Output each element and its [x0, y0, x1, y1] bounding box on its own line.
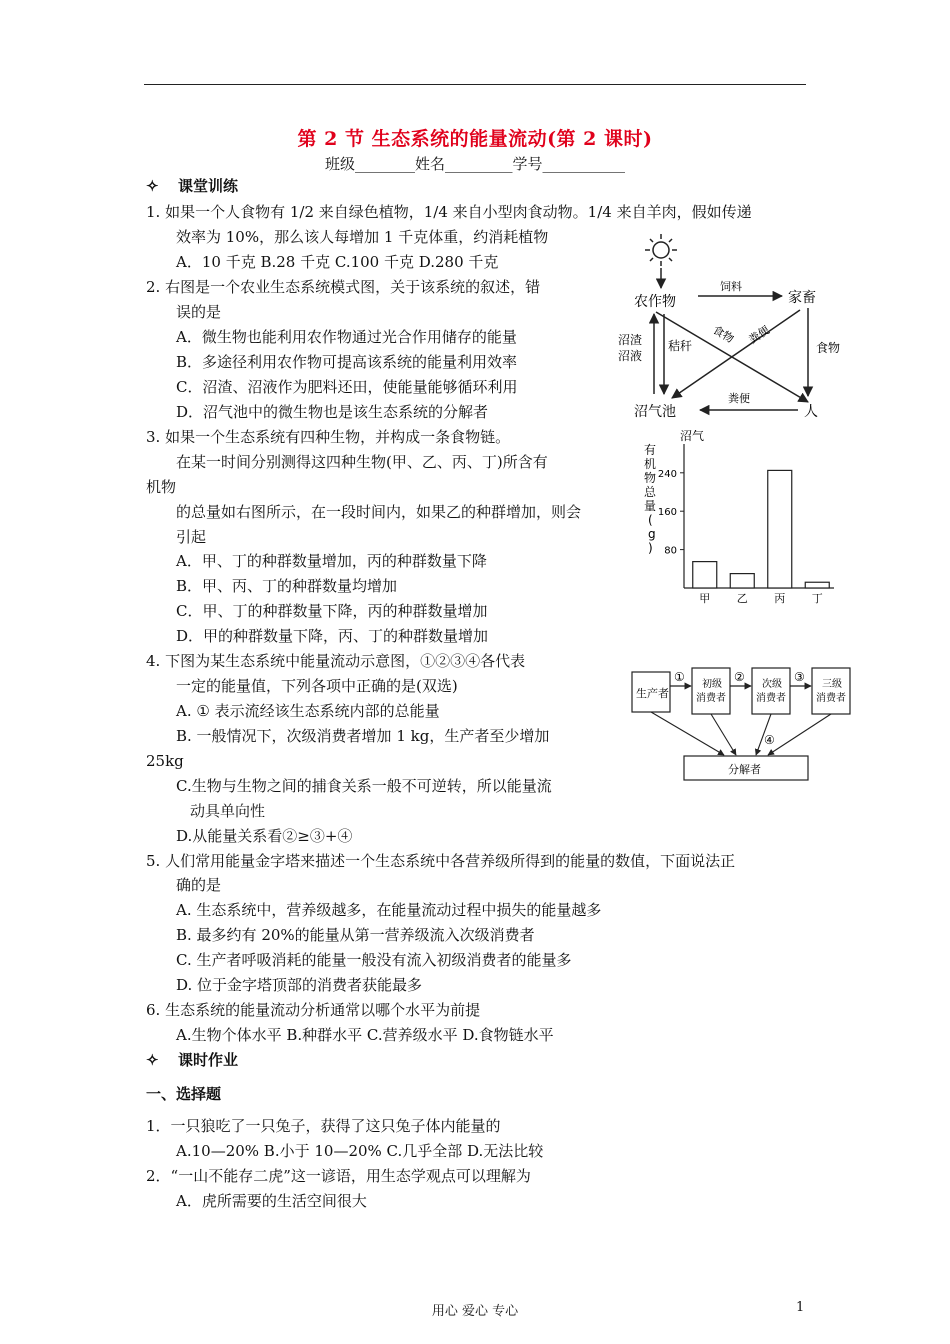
food-label: 食物 [816, 341, 841, 355]
secondary-consumer-label: 次级消费者 [756, 679, 786, 704]
class-info-line: 班级________姓名_________学号___________ [324, 155, 625, 173]
page-title: 第 2 节 生态系统的能量流动(第 2 课时) [297, 128, 653, 150]
q3-option-b: B．甲、丙、丁的种群数量均增加 [176, 577, 398, 595]
q1-options: A．10 千克 B.28 千克 C.100 千克 D.280 千克 [176, 253, 499, 271]
flow-2-label: ② [734, 670, 745, 684]
footer-text: 用心 爱心 专心 [431, 1304, 519, 1319]
x-tick-label: 乙 [736, 592, 748, 605]
q2-option-c: C．沼渣、沼液作为肥料还田，使能量能够循环利用 [176, 378, 518, 396]
q6-line1: 6. 生态系统的能量流动分析通常以哪个水平为前提 [146, 1001, 481, 1019]
q4-option-d: D.从能量关系看②≥③+④ [176, 827, 353, 845]
part-title-choice: 一、选择题 [146, 1085, 222, 1103]
tertiary-consumer-label: 三级消费者 [816, 679, 846, 704]
x-tick-label: 甲 [699, 592, 711, 605]
bar-乙 [730, 574, 754, 588]
page-number: 1 [796, 1300, 805, 1315]
q4-option-b-line1: B. 一般情况下，次级消费者增加 1 kg，生产者至少增加 [176, 727, 550, 745]
q4-line1: 4. 下图为某生态系统中能量流动示意图，①②③④各代表 [146, 652, 526, 670]
q5-line1: 5. 人们常用能量金字塔来描述一个生态系统中各营养级所得到的能量的数值，下面说法正 [146, 852, 736, 870]
q3-line1: 3. 如果一个生态系统有四种生物，并构成一条食物链。 [146, 428, 511, 446]
q4-line2: 一定的能量值，下列各项中正确的是(双选) [176, 677, 458, 695]
producer-label: 生产者 [636, 687, 669, 700]
q4-option-c-line2: 动具单向性 [190, 802, 266, 820]
q3-line3: 机物 [146, 478, 177, 496]
residue-label: 沼渣 [618, 333, 643, 347]
q3-line2: 在某一时间分别测得这四种生物(甲、乙、丙、丁)所含有 [176, 453, 548, 471]
agri-ecosystem-diagram [612, 232, 860, 434]
q3-option-c: C．甲、丁的种群数量下降，丙的种群数量增加 [176, 602, 488, 620]
section-marker-icon: ✧ [146, 177, 159, 195]
q4-option-a: A. ① 表示流经该生态系统内部的总能量 [176, 702, 440, 720]
biomass-bar-chart [634, 430, 844, 608]
livestock-label: 家畜 [788, 290, 816, 306]
energy-flow-diagram [628, 660, 860, 786]
q5-option-c: C. 生产者呼吸消耗的能量一般没有流入初级消费者的能量多 [176, 951, 572, 969]
hw2-option-a: A．虎所需要的生活空间很大 [176, 1192, 367, 1210]
x-tick-label: 丙 [774, 592, 786, 605]
q2-line1: 2. 右图是一个农业生态系统模式图，关于该系统的叙述，错 [146, 278, 541, 296]
q5-option-a: A. 生态系统中，营养级越多，在能量流动过程中损失的能量越多 [176, 901, 602, 919]
crop-label: 农作物 [634, 294, 676, 310]
q3-line5: 引起 [176, 528, 207, 546]
flow-3-label: ③ [794, 670, 805, 684]
human-label: 人 [804, 404, 818, 420]
hw2-line1: 2．“一山不能存二虎”这一谚语，用生态学观点可以理解为 [146, 1167, 531, 1185]
q6-options: A.生物个体水平 B.种群水平 C.营养级水平 D.食物链水平 [176, 1026, 554, 1044]
decomposer-label: 分解者 [728, 763, 761, 776]
q4-option-c-line1: C.生物与生物之间的捕食关系一般不可逆转，所以能量流 [176, 777, 552, 795]
header-rule [144, 84, 806, 85]
q2-option-a: A．微生物也能利用农作物通过光合作用储存的能量 [176, 328, 517, 346]
bar-丙 [768, 470, 792, 588]
y-tick-label: 160 [657, 507, 677, 519]
primary-consumer-label: 初级消费者 [696, 679, 726, 704]
bar-甲 [693, 562, 717, 588]
q3-option-a: A．甲、丁的种群数量增加，丙的种群数量下降 [176, 552, 487, 570]
sun-icon [645, 234, 677, 266]
section-title-classwork: 课堂训练 [178, 177, 239, 195]
hw1-line1: 1．一只狼吃了一只兔子，获得了这只兔子体内能量的 [146, 1117, 501, 1135]
y-axis-label: 有机物总量( g ) [644, 443, 657, 555]
q1-line2: 效率为 10%，那么该人每增加 1 千克体重，约消耗植物 [176, 228, 549, 246]
y-tick-label: 240 [657, 468, 677, 480]
dung-diag-label: 粪便 [746, 323, 772, 347]
q1-line1: 1. 如果一个人食物有 1/2 来自绿色植物，1/4 来自小型肉食动物。1/4 来自羊肉，假如传递 [146, 203, 752, 221]
flow-4-label: ④ [764, 733, 775, 747]
q2-line2: 误的是 [176, 303, 222, 321]
straw-label: 秸秆 [668, 339, 693, 353]
flow-1-label: ① [674, 670, 685, 684]
q5-option-d: D. 位于金字塔顶部的消费者获能最多 [176, 976, 423, 994]
biogas-label: 沼气池 [634, 404, 676, 420]
q3-line4: 的总量如右图所示，在一段时间内，如果乙的种群增加，则会 [176, 503, 582, 521]
q4-option-b-line2: 25kg [146, 752, 184, 770]
hw1-options: A.10—20% B.小于 10—20% C.几乎全部 D.无法比较 [176, 1142, 544, 1160]
dung-label: 粪便 [728, 392, 750, 405]
y-tick-label: 80 [664, 545, 677, 557]
q2-option-d: D．沼气池中的微生物也是该生态系统的分解者 [176, 403, 489, 421]
bar-丁 [805, 582, 829, 588]
x-tick-label: 丁 [811, 592, 823, 605]
food-diag-label: 食物 [710, 323, 737, 346]
feed-label: 饲料 [720, 280, 742, 293]
q2-option-b: B．多途径利用农作物可提高该系统的能量利用效率 [176, 353, 518, 371]
q3-option-d: D．甲的种群数量下降，丙、丁的种群数量增加 [176, 627, 489, 645]
q5-option-b: B. 最多约有 20%的能量从第一营养级流入次级消费者 [176, 926, 535, 944]
chart-cut-text: 沼气 [680, 430, 705, 443]
q5-line2: 确的是 [176, 876, 222, 894]
section-title-homework: 课时作业 [178, 1051, 239, 1069]
slurry-label: 沼液 [618, 349, 643, 363]
section-marker-icon: ✧ [146, 1051, 159, 1069]
